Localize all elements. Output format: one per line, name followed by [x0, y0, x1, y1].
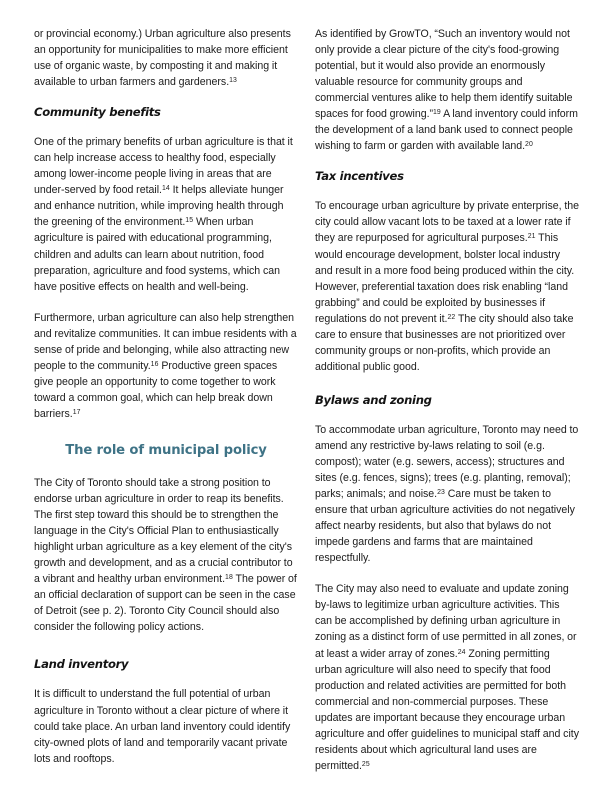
footnote-marker-16: 16	[150, 360, 159, 368]
right-column	[315, 26, 579, 774]
paragraph-text-part-1: The City of Toronto should take a strong position to endorse urban agriculture in order to reap its benefits. The first step toward this should be to strengthen the language in the City's Official Plan to enthusiastically highlight urban agriculture as a key element of the city's growth and development, and as a crucial contributor to a vibrant and healthy urban environment.	[34, 476, 293, 586]
paragraph-text-part-2: A land inventory could inform the development of a land bank used to connect people wishing to farm or garden with available land.	[315, 108, 578, 153]
paragraph-community-revitalization	[34, 310, 298, 422]
paragraph-city-of-toronto-position	[34, 475, 298, 635]
paragraph-tax-incentives	[315, 198, 579, 375]
footnote-marker-18: 18	[225, 574, 233, 582]
footnote-marker-19: 19	[433, 109, 441, 117]
heading-bylaws-and-zoning: Bylaws and zoning	[315, 392, 432, 407]
paragraph-text-part-1: As identified by GrowTO, “Such an inventory would not only provide a clear picture of the city's food-growing potential, but it would also provide an enormously valuable resource for community groups and commercial ventures alike to help them identify suitable spaces for food growing.”	[315, 28, 573, 121]
paragraph-text-part-2: Productive green spaces give people an opportunity to come together to work toward a common goal, which can help break down barriers.	[34, 359, 278, 420]
paragraph-text-part-1: One of the primary benefits of urban agriculture is that it can help increase access to healthy food, especially among lower-income people living in areas that are under-served by food retail.	[34, 136, 293, 197]
footnote-marker-13: 13	[229, 76, 237, 84]
paragraph-text-part-1: To encourage urban agriculture by private enterprise, the city could allow vacant lots to be taxed at a lower rate if they are repurposed for agricultural purposes.	[315, 200, 579, 245]
paragraph-growto-quote	[315, 26, 579, 154]
paragraph-text-part-3: The city should also take care to ensure that businesses are not prioritized over community groups or non-profits, which provide an additional public good.	[315, 312, 574, 373]
footnote-marker-17: 17	[72, 408, 81, 416]
footnote-marker-22: 22	[447, 313, 456, 321]
paragraph-text-part-3: When urban agriculture is paired with educational programming, children and adults can learn about nutrition, food preparation, agriculture and food systems, which can have positive effects on health and well-being.	[34, 216, 280, 293]
paragraph-text-part-2: Zoning permitting urban agriculture will also need to specify that food production and related activities are permitted for both commercial and non-commercial purposes. These updates are important because they encourage urban agriculture and offer guidelines to municipal staff and city residents about which agricultural land uses are permitted.	[315, 647, 579, 772]
paragraph-zoning-update	[315, 581, 579, 774]
paragraph-text-part-1: Furthermore, urban agriculture can also help strengthen and revitalize communities. It can imbue residents with a sense of pride and belonging, while also attracting new people to the community.	[34, 311, 297, 372]
heading-tax-incentives: Tax incentives	[315, 169, 404, 184]
footnote-marker-20: 20	[525, 141, 533, 149]
paragraph-text-part-1: The City may also need to evaluate and update zoning by-laws to legitimize urban agriculture activities. This can be accomplished by defining urban agriculture in zoning as a distinct form of use permitted in all zones, or at least a wider array of zones.	[315, 583, 577, 660]
paragraph-text-part-2: It helps alleviate hunger and enhance nutrition, while improving health through the greening of the environment.	[34, 184, 284, 229]
footnote-marker-21: 21	[527, 233, 536, 241]
footnote-marker-15: 15	[185, 217, 194, 225]
footnote-marker-14: 14	[161, 185, 170, 193]
footnote-marker-25: 25	[361, 760, 370, 768]
paragraph-text-part-2: The power of an official declaration of support can be seen in the case of Detroit (see p. 2). Toronto City Council should also consider the following policy actions.	[34, 573, 297, 634]
footnote-marker-24: 24	[457, 648, 466, 656]
heading-community-benefits: Community benefits	[34, 105, 161, 120]
paragraph-bylaws-amendment	[315, 422, 579, 566]
paragraph-text-part-1: To accommodate urban agriculture, Toronto may need to amend any restrictive by-laws relating to soil (e.g. compost); water (e.g. sewers, access); structures and sites (e.g. fences, signs); trees (e.g. planting, removal); parks; animals; and noise.	[315, 423, 579, 501]
paragraph-text-part-2: Care must be taken to ensure that urban agriculture activities do not negatively affect nearby residents, but also that bylaws do not impede gardens and farms that are maintained respectfully.	[315, 488, 575, 565]
two-column-layout	[34, 26, 578, 774]
footnote-marker-23: 23	[437, 488, 445, 496]
section-heading-role-of-municipal-policy: The role of municipal policy	[65, 442, 267, 458]
paragraph-community-benefits	[34, 134, 298, 294]
heading-spacer	[34, 650, 298, 657]
heading-land-inventory: Land inventory	[34, 657, 129, 672]
left-column	[34, 26, 298, 774]
paragraph-land-inventory: It is difficult to understand the full potential of urban agriculture in Toronto without a clear picture of where it could take place. An urban land inventory could identify city-owned plots of land and temporarily vacant private lots and rooftops.	[34, 688, 291, 765]
paragraph-continued-economy	[34, 26, 298, 90]
paragraph-text: or provincial economy.) Urban agriculture also presents an opportunity for municipalities to make more efficient use of organic waste, by composting it and making it available to urban farmers and gardeners.	[34, 28, 291, 89]
paragraph-text-part-2: This would encourage development, bolster local industry and result in a more food being produced within the city. However, preferential taxation does risk enabling “land grabbing” and could be exploited by businesses if regulations do not prevent it.	[315, 232, 575, 325]
